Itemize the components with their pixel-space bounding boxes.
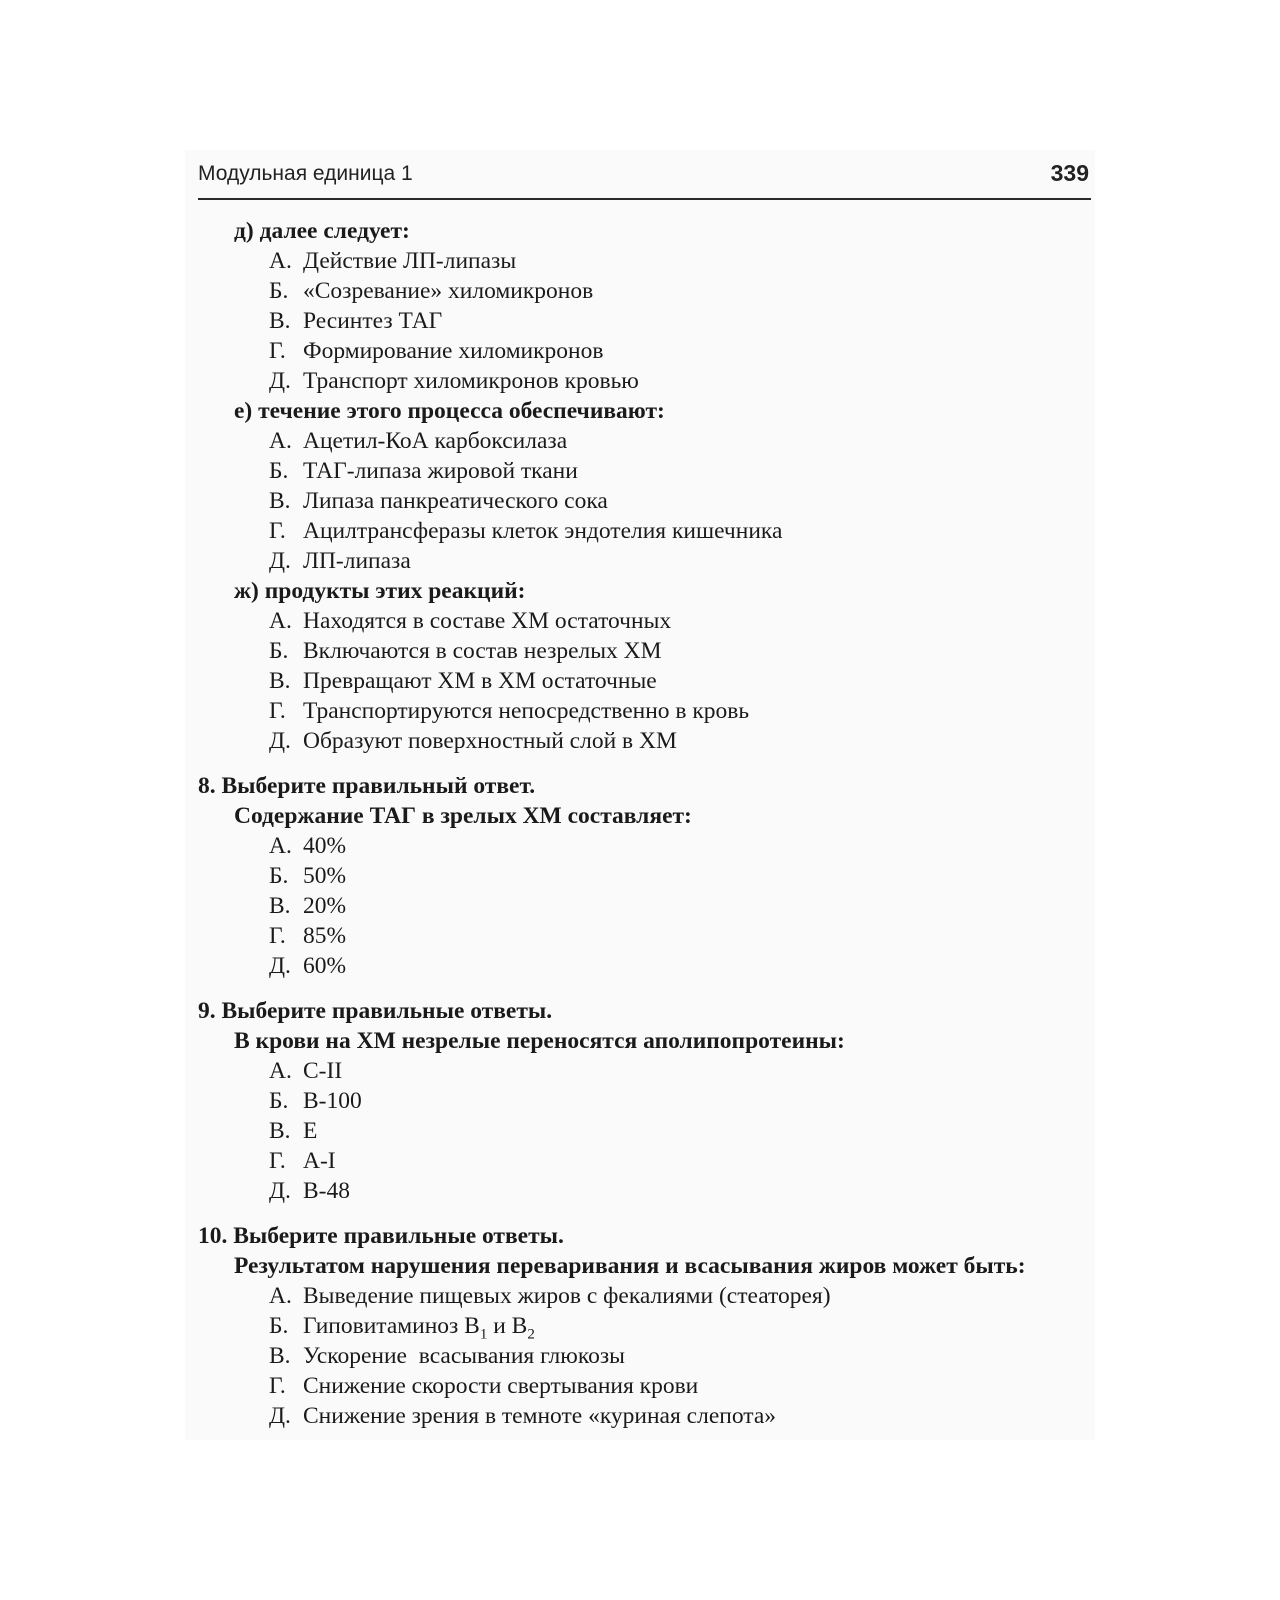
option: Б. Включаются в состав незрелых ХМ	[269, 638, 662, 664]
option: В. Ускорение всасывания глюкозы	[269, 1343, 625, 1369]
subquestion-text: далее следует:	[259, 218, 410, 244]
option: В. Ресинтез ТАГ	[269, 308, 443, 334]
option: Д. ЛП-липаза	[269, 548, 411, 574]
option: Г. A-I	[269, 1148, 336, 1174]
option: В. Липаза панкреатического сока	[269, 488, 608, 514]
page-content	[198, 216, 1091, 1431]
question-9	[198, 996, 1091, 1026]
question-number: 9.	[198, 998, 216, 1024]
option: В. 20%	[269, 893, 347, 919]
option: А. 40%	[269, 833, 347, 859]
question-number: 10.	[198, 1223, 228, 1249]
subquestion-zh	[198, 576, 1091, 606]
subquestion-d	[198, 216, 1091, 246]
question-8	[198, 771, 1091, 801]
running-head: Модульная единица 1	[198, 162, 413, 185]
option: Д. Образуют поверхностный слой в ХМ	[269, 728, 677, 754]
option: А. Действие ЛП-липазы	[269, 248, 517, 274]
option: А. Находятся в составе ХМ остаточных	[269, 608, 672, 634]
option: Г. Формирование хиломикронов	[269, 338, 604, 364]
question-stem: Содержание ТАГ в зрелых ХМ составляет:	[234, 803, 692, 829]
option: Г. 85%	[269, 923, 347, 949]
subscript: 1	[479, 1326, 488, 1343]
option: Г. Ацилтрансферазы клеток эндотелия кишечника	[269, 518, 783, 544]
question-number: 8.	[198, 773, 216, 799]
option: Г. Транспортируются непосредственно в кровь	[269, 698, 750, 724]
option: Б. B-100	[269, 1088, 362, 1114]
option: Д. B-48	[269, 1178, 350, 1204]
option: А. Ацетил-КоА карбоксилаза	[269, 428, 568, 454]
option: Д. 60%	[269, 953, 347, 979]
page-number: 339	[1050, 160, 1089, 186]
subquestion-label: е)	[234, 398, 253, 424]
question-instruction: Выберите правильный ответ.	[221, 773, 536, 799]
question-stem: Результатом нарушения переваривания и всасывания жиров может быть:	[234, 1253, 1026, 1279]
question-10	[198, 1221, 1091, 1251]
subquestion-e	[198, 396, 1091, 426]
option: Д. Транспорт хиломикронов кровью	[269, 368, 639, 394]
question-instruction: Выберите правильные ответы.	[221, 998, 553, 1024]
option: Б. Гиповитаминоз $B_1$ и $B_2$	[269, 1313, 535, 1343]
page-header	[198, 156, 1091, 200]
subquestion-label: д)	[234, 218, 254, 244]
option: Б. ТАГ-липаза жировой ткани	[269, 458, 578, 484]
option: Б. 50%	[269, 863, 347, 889]
option: Б. «Созревание» хиломикронов	[269, 278, 594, 304]
option: В. Превращают ХМ в ХМ остаточные	[269, 668, 657, 694]
option: В. E	[269, 1118, 318, 1144]
question-stem: В крови на ХМ незрелые переносятся аполипопротеины:	[234, 1028, 845, 1054]
option: Г. Снижение скорости свертывания крови	[269, 1373, 699, 1399]
option: А. Выведение пищевых жиров с фекалиями (стеаторея)	[269, 1283, 831, 1309]
option: А. C-II	[269, 1058, 343, 1084]
subquestion-label: ж)	[234, 578, 259, 604]
subquestion-text: продукты этих реакций:	[264, 578, 526, 604]
question-instruction: Выберите правильные ответы.	[233, 1223, 564, 1249]
option: Д. Снижение зрения в темноте «куриная слепота»	[269, 1403, 777, 1429]
subquestion-text: течение этого процесса обеспечивают:	[258, 398, 665, 424]
subscript: 2	[527, 1326, 535, 1343]
